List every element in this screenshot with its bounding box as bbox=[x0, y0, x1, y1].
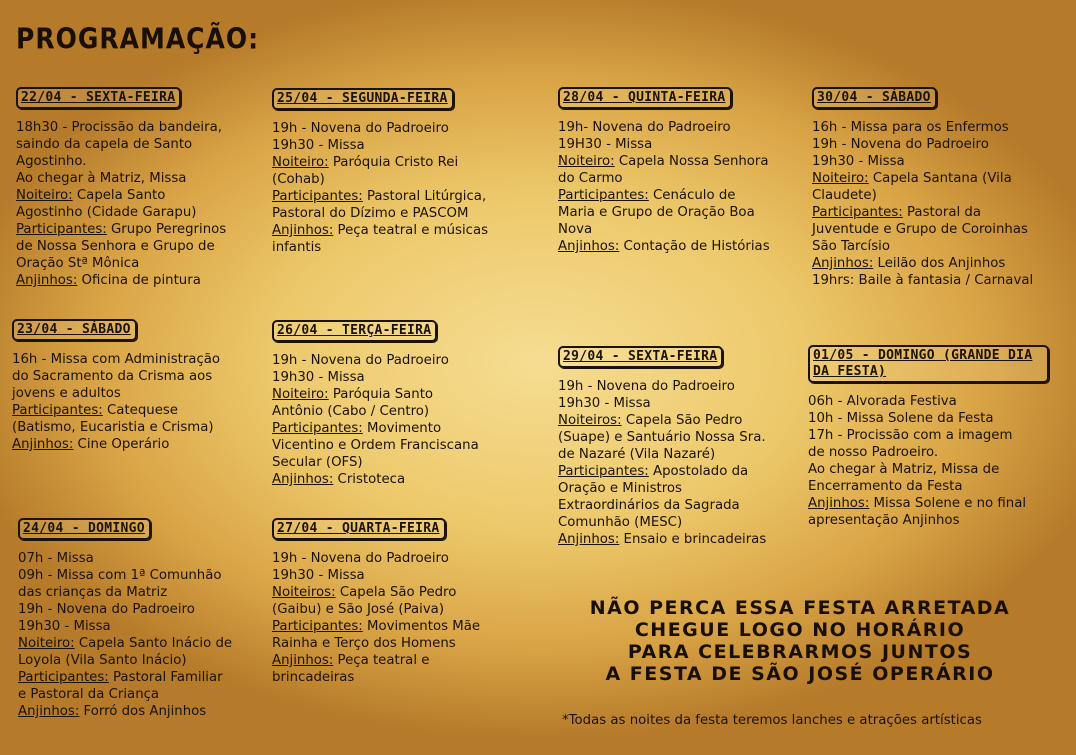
schedule-line bbox=[558, 395, 766, 412]
schedule-text: das crianças da Matriz bbox=[18, 585, 168, 600]
page-title: PROGRAMAÇÃO: bbox=[16, 22, 260, 56]
schedule-line bbox=[808, 393, 1056, 410]
schedule-text: Juventude e Grupo de Coroinhas bbox=[812, 222, 1028, 237]
day-schedule bbox=[558, 378, 766, 548]
schedule-label: Noiteiro: bbox=[272, 155, 329, 170]
schedule-text: Ao chegar à Matriz, Missa bbox=[16, 171, 187, 186]
schedule-text: São Tarcísio bbox=[812, 239, 890, 254]
schedule-line bbox=[18, 618, 232, 635]
schedule-line bbox=[18, 635, 232, 652]
schedule-line bbox=[812, 221, 1033, 238]
schedule-text: 17h - Procissão com a imagem bbox=[808, 428, 1013, 443]
schedule-line bbox=[16, 272, 226, 289]
schedule-label: Noiteiro: bbox=[272, 387, 329, 402]
schedule-line bbox=[808, 444, 1056, 461]
schedule-text: (Batismo, Eucaristia e Crisma) bbox=[12, 420, 214, 435]
schedule-text: Peça teatral e músicas bbox=[333, 223, 489, 238]
schedule-text: 19h30 - Missa bbox=[272, 370, 365, 385]
schedule-line bbox=[812, 136, 1033, 153]
schedule-line bbox=[558, 446, 766, 463]
schedule-label: Anjinhos: bbox=[808, 496, 870, 511]
schedule-label: Noiteiros: bbox=[272, 585, 336, 600]
schedule-text: Encerramento da Festa bbox=[808, 479, 963, 494]
schedule-line bbox=[16, 238, 226, 255]
schedule-text: Oficina de pintura bbox=[77, 273, 201, 288]
day-schedule bbox=[808, 393, 1056, 529]
schedule-text: Capela Santo Inácio de bbox=[74, 636, 233, 651]
schedule-text: Agostinho. bbox=[16, 154, 87, 169]
schedule-text: Extraordinários da Sagrada bbox=[558, 498, 740, 513]
schedule-label: Anjinhos: bbox=[16, 273, 78, 288]
schedule-line bbox=[808, 478, 1056, 495]
day-schedule bbox=[272, 352, 479, 488]
schedule-line bbox=[272, 454, 479, 471]
date-badge: 25/04 - SEGUNDA-FEIRA bbox=[272, 88, 454, 110]
schedule-text: de Nossa Senhora e Grupo de bbox=[16, 239, 215, 254]
schedule-label: Noiteiro: bbox=[18, 636, 75, 651]
schedule-label: Anjinhos: bbox=[812, 256, 874, 271]
schedule-line bbox=[18, 686, 232, 703]
schedule-label: Anjinhos: bbox=[558, 239, 620, 254]
schedule-line bbox=[18, 703, 232, 720]
schedule-line bbox=[16, 255, 226, 272]
day-schedule bbox=[272, 120, 488, 256]
schedule-line bbox=[272, 188, 488, 205]
schedule-label: Participantes: bbox=[16, 222, 107, 237]
schedule-text: 16h - Missa para os Enfermos bbox=[812, 120, 1009, 135]
schedule-line bbox=[558, 204, 770, 221]
day-block-25-04 bbox=[272, 87, 488, 256]
slogan-line: PARA CELEBRARMOS JUNTOS bbox=[627, 641, 973, 663]
schedule-text: jovens e adultos bbox=[12, 386, 121, 401]
schedule-line bbox=[12, 385, 220, 402]
schedule-line bbox=[272, 137, 488, 154]
schedule-text: 19h- Novena do Padroeiro bbox=[558, 120, 731, 135]
schedule-line bbox=[272, 239, 488, 256]
date-badge: 24/04 - DOMINGO bbox=[18, 518, 151, 540]
schedule-text: Capela Santana (Vila bbox=[868, 171, 1012, 186]
schedule-line bbox=[16, 187, 226, 204]
schedule-text: Movimentos Mãe bbox=[362, 619, 481, 634]
schedule-line bbox=[12, 436, 220, 453]
date-badge: 27/04 - QUARTA-FEIRA bbox=[272, 518, 446, 540]
schedule-label: Anjinhos: bbox=[272, 653, 334, 668]
slogan-line: CHEGUE LOGO NO HORÁRIO bbox=[634, 619, 966, 641]
day-schedule bbox=[272, 550, 480, 686]
schedule-text: Apostolado da bbox=[648, 464, 749, 479]
schedule-text: 19h30 - Missa bbox=[558, 396, 651, 411]
schedule-line bbox=[16, 204, 226, 221]
schedule-text: 19h - Novena do Padroeiro bbox=[558, 379, 735, 394]
schedule-line bbox=[272, 652, 480, 669]
schedule-text: Antônio (Cabo / Centro) bbox=[272, 404, 430, 419]
day-block-23-04 bbox=[12, 318, 220, 453]
schedule-line bbox=[558, 412, 766, 429]
date-badge: 29/04 - SEXTA-FEIRA bbox=[558, 346, 723, 368]
schedule-line bbox=[558, 463, 766, 480]
schedule-text: 07h - Missa bbox=[18, 551, 94, 566]
schedule-text: Capela São Pedro bbox=[335, 585, 457, 600]
schedule-text: 19h30 - Missa bbox=[272, 568, 365, 583]
schedule-label: Participantes: bbox=[272, 619, 363, 634]
day-block-30-04 bbox=[812, 86, 1033, 289]
schedule-text: Pastoral do Dízimo e PASCOM bbox=[272, 206, 469, 221]
day-block-26-04 bbox=[272, 319, 479, 488]
schedule-text: Vicentino e Ordem Franciscana bbox=[272, 438, 479, 453]
schedule-text: infantis bbox=[272, 240, 322, 255]
schedule-line bbox=[16, 170, 226, 187]
slogan-line: NÃO PERCA ESSA FESTA ARRETADA bbox=[589, 597, 1011, 619]
schedule-text: Paróquia Cristo Rei bbox=[328, 155, 459, 170]
schedule-line bbox=[558, 153, 770, 170]
schedule-label: Participantes: bbox=[272, 421, 363, 436]
schedule-text: 16h - Missa com Administração bbox=[12, 352, 221, 367]
schedule-line bbox=[812, 153, 1033, 170]
schedule-line bbox=[272, 635, 480, 652]
schedule-line bbox=[558, 497, 766, 514]
schedule-line bbox=[812, 272, 1033, 289]
schedule-text: 19hrs: Baile à fantasia / Carnaval bbox=[812, 273, 1034, 288]
day-schedule bbox=[18, 550, 232, 720]
day-block-01-05 bbox=[808, 345, 1056, 529]
slogan bbox=[560, 597, 1040, 685]
schedule-text: 09h - Missa com 1ª Comunhão bbox=[18, 568, 222, 583]
schedule-text: Cristoteca bbox=[333, 472, 406, 487]
schedule-text: 19H30 - Missa bbox=[558, 137, 653, 152]
schedule-line bbox=[558, 531, 766, 548]
schedule-text: 18h30 - Procissão da bandeira, bbox=[16, 120, 222, 135]
day-schedule bbox=[16, 119, 226, 289]
schedule-label: Noiteiros: bbox=[558, 413, 622, 428]
schedule-line bbox=[272, 171, 488, 188]
schedule-text: de nosso Padroeiro. bbox=[808, 445, 939, 460]
schedule-text: Paróquia Santo bbox=[328, 387, 434, 402]
schedule-label: Noiteiro: bbox=[558, 154, 615, 169]
schedule-text: Maria e Grupo de Oração Boa bbox=[558, 205, 755, 220]
schedule-line bbox=[12, 351, 220, 368]
date-badge: 30/04 - SÁBADO bbox=[812, 87, 937, 109]
schedule-line bbox=[272, 154, 488, 171]
schedule-line bbox=[18, 669, 232, 686]
schedule-label: Participantes: bbox=[558, 188, 649, 203]
day-block-27-04 bbox=[272, 517, 480, 686]
schedule-text: apresentação Anjinhos bbox=[808, 513, 960, 528]
schedule-line bbox=[272, 120, 488, 137]
schedule-line bbox=[272, 567, 480, 584]
schedule-line bbox=[558, 170, 770, 187]
date-badge: 01/05 - DOMINGO (GRANDE DIA DA FESTA) bbox=[808, 345, 1049, 383]
schedule-text: Missa Solene e no final bbox=[869, 496, 1027, 511]
schedule-line bbox=[272, 352, 479, 369]
schedule-line bbox=[272, 403, 479, 420]
schedule-text: Capela Santo bbox=[72, 188, 166, 203]
schedule-line bbox=[272, 669, 480, 686]
schedule-line bbox=[558, 378, 766, 395]
schedule-line bbox=[16, 136, 226, 153]
schedule-label: Noiteiro: bbox=[812, 171, 869, 186]
schedule-line bbox=[808, 410, 1056, 427]
schedule-text: Movimento bbox=[362, 421, 442, 436]
schedule-text: Pastoral Familiar bbox=[108, 670, 223, 685]
schedule-line bbox=[812, 187, 1033, 204]
schedule-text: brincadeiras bbox=[272, 670, 355, 685]
schedule-text: Capela São Pedro bbox=[621, 413, 743, 428]
day-block-24-04 bbox=[18, 517, 232, 720]
schedule-line bbox=[272, 369, 479, 386]
schedule-line bbox=[558, 480, 766, 497]
schedule-text: 19h - Novena do Padroeiro bbox=[18, 602, 195, 617]
date-badge: 26/04 - TERÇA-FEIRA bbox=[272, 320, 437, 342]
schedule-line bbox=[272, 550, 480, 567]
date-badge: 22/04 - SEXTA-FEIRA bbox=[16, 87, 181, 109]
schedule-text: (Suape) e Santuário Nossa Sra. bbox=[558, 430, 766, 445]
schedule-text: do Sacramento da Crisma aos bbox=[12, 369, 213, 384]
schedule-text: Nova bbox=[558, 222, 593, 237]
schedule-text: 19h30 - Missa bbox=[18, 619, 111, 634]
schedule-line bbox=[18, 652, 232, 669]
schedule-text: do Carmo bbox=[558, 171, 623, 186]
schedule-line bbox=[558, 119, 770, 136]
schedule-label: Participantes: bbox=[272, 189, 363, 204]
schedule-text: Oração e Ministros bbox=[558, 481, 682, 496]
schedule-text: Ao chegar à Matriz, Missa de bbox=[808, 462, 1000, 477]
schedule-text: Loyola (Vila Santo Inácio) bbox=[18, 653, 187, 668]
schedule-line bbox=[558, 429, 766, 446]
schedule-line bbox=[272, 618, 480, 635]
schedule-line bbox=[272, 471, 479, 488]
schedule-text: Peça teatral e bbox=[333, 653, 430, 668]
schedule-line bbox=[272, 437, 479, 454]
schedule-text: (Gaibu) e São José (Paiva) bbox=[272, 602, 445, 617]
schedule-line bbox=[272, 420, 479, 437]
schedule-text: Cenáculo de bbox=[648, 188, 736, 203]
schedule-text: Capela Nossa Senhora bbox=[614, 154, 769, 169]
schedule-line bbox=[272, 386, 479, 403]
footnote: *Todas as noites da festa teremos lanches e atrações artísticas bbox=[562, 713, 982, 728]
schedule-text: 10h - Missa Solene da Festa bbox=[808, 411, 994, 426]
schedule-line bbox=[16, 153, 226, 170]
schedule-line bbox=[558, 187, 770, 204]
schedule-text: Catequese bbox=[102, 403, 178, 418]
schedule-text: Leilão dos Anjinhos bbox=[873, 256, 1006, 271]
schedule-line bbox=[18, 601, 232, 618]
schedule-line bbox=[808, 461, 1056, 478]
schedule-line bbox=[272, 584, 480, 601]
schedule-text: Grupo Peregrinos bbox=[106, 222, 227, 237]
schedule-label: Participantes: bbox=[18, 670, 109, 685]
schedule-text: Forró dos Anjinhos bbox=[79, 704, 207, 719]
schedule-line bbox=[812, 170, 1033, 187]
schedule-label: Anjinhos: bbox=[272, 223, 334, 238]
schedule-text: 19h30 - Missa bbox=[812, 154, 905, 169]
schedule-text: (Cohab) bbox=[272, 172, 325, 187]
schedule-text: Pastoral Litúrgica, bbox=[362, 189, 487, 204]
schedule-line bbox=[272, 222, 488, 239]
schedule-text: Comunhão (MESC) bbox=[558, 515, 683, 530]
schedule-line bbox=[18, 584, 232, 601]
schedule-label: Anjinhos: bbox=[18, 704, 80, 719]
schedule-label: Participantes: bbox=[558, 464, 649, 479]
schedule-line bbox=[12, 419, 220, 436]
schedule-line bbox=[272, 601, 480, 618]
schedule-text: Contação de Histórias bbox=[619, 239, 770, 254]
day-block-22-04 bbox=[16, 86, 226, 289]
day-schedule bbox=[558, 119, 770, 255]
date-badge: 28/04 - QUINTA-FEIRA bbox=[558, 87, 732, 109]
schedule-line bbox=[812, 204, 1033, 221]
schedule-text: Claudete) bbox=[812, 188, 877, 203]
schedule-text: Rainha e Terço dos Homens bbox=[272, 636, 456, 651]
schedule-text: 06h - Alvorada Festiva bbox=[808, 394, 957, 409]
schedule-line bbox=[558, 238, 770, 255]
schedule-line bbox=[12, 368, 220, 385]
schedule-label: Participantes: bbox=[812, 205, 903, 220]
schedule-text: Ensaio e brincadeiras bbox=[619, 532, 767, 547]
schedule-text: 19h30 - Missa bbox=[272, 138, 365, 153]
schedule-line bbox=[808, 495, 1056, 512]
schedule-label: Anjinhos: bbox=[272, 472, 334, 487]
day-block-29-04 bbox=[558, 345, 766, 548]
schedule-line bbox=[808, 512, 1056, 529]
schedule-line bbox=[18, 550, 232, 567]
schedule-label: Participantes: bbox=[12, 403, 103, 418]
schedule-text: saindo da capela de Santo bbox=[16, 137, 193, 152]
day-schedule bbox=[12, 351, 220, 453]
day-block-28-04 bbox=[558, 86, 770, 255]
schedule-label: Anjinhos: bbox=[558, 532, 620, 547]
schedule-line bbox=[16, 221, 226, 238]
date-badge: 23/04 - SÁBADO bbox=[12, 319, 137, 341]
day-schedule bbox=[812, 119, 1033, 289]
schedule-text: 19h - Novena do Padroeiro bbox=[272, 353, 449, 368]
schedule-line bbox=[812, 119, 1033, 136]
schedule-line bbox=[12, 402, 220, 419]
schedule-text: Cine Operário bbox=[73, 437, 170, 452]
schedule-text: 19h - Novena do Padroeiro bbox=[272, 551, 449, 566]
slogan-line: A FESTA DE SÃO JOSÉ OPERÁRIO bbox=[605, 663, 995, 685]
schedule-line bbox=[558, 514, 766, 531]
schedule-line bbox=[272, 205, 488, 222]
schedule-text: Pastoral da bbox=[902, 205, 981, 220]
schedule-label: Noiteiro: bbox=[16, 188, 73, 203]
schedule-text: de Nazaré (Vila Nazaré) bbox=[558, 447, 716, 462]
schedule-text: e Pastoral da Criança bbox=[18, 687, 160, 702]
schedule-line bbox=[808, 427, 1056, 444]
schedule-line bbox=[812, 255, 1033, 272]
schedule-label: Anjinhos: bbox=[12, 437, 74, 452]
schedule-line bbox=[558, 136, 770, 153]
schedule-text: Oração Stª Mônica bbox=[16, 256, 140, 271]
schedule-line bbox=[16, 119, 226, 136]
schedule-text: 19h - Novena do Padroeiro bbox=[812, 137, 989, 152]
schedule-line bbox=[18, 567, 232, 584]
schedule-line bbox=[812, 238, 1033, 255]
schedule-text: Agostinho (Cidade Garapu) bbox=[16, 205, 197, 220]
schedule-text: 19h - Novena do Padroeiro bbox=[272, 121, 449, 136]
schedule-text: Secular (OFS) bbox=[272, 455, 363, 470]
schedule-line bbox=[558, 221, 770, 238]
